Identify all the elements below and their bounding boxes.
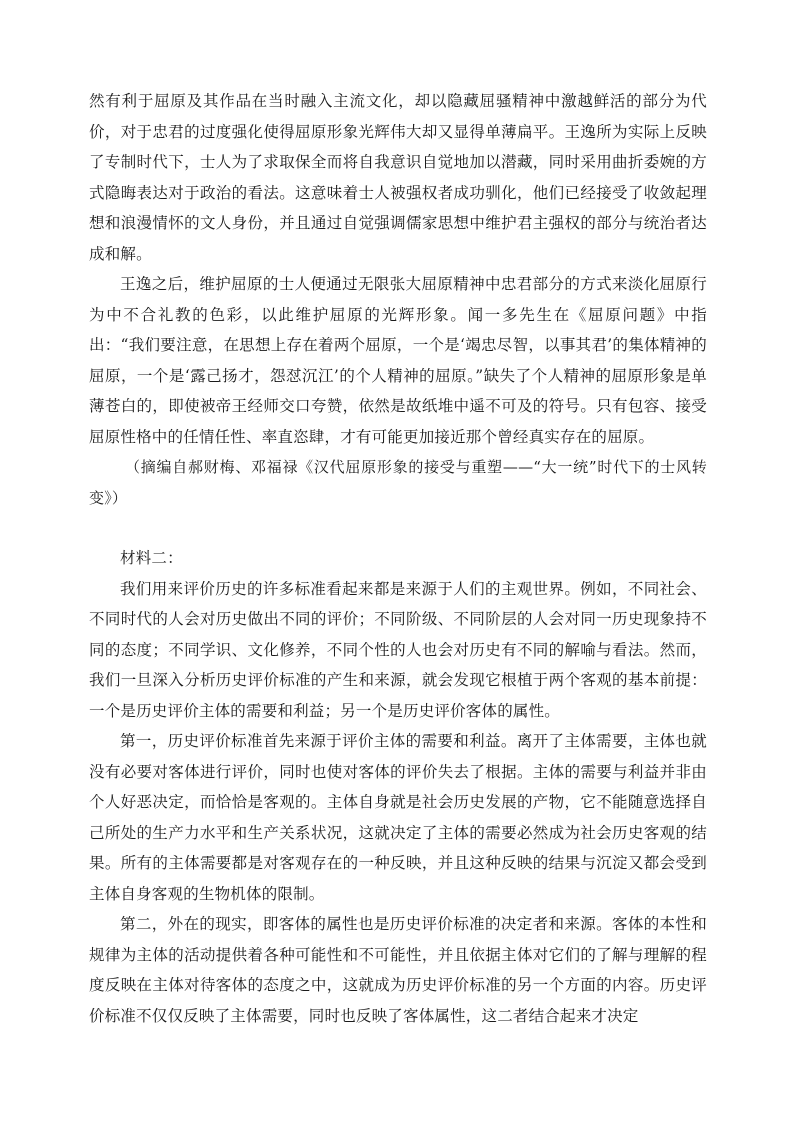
citation-material1: （摘编自郝财梅、邓福禄《汉代屈原形象的接受与重塑——“大一统”时代下的士风转变》） bbox=[89, 458, 707, 507]
section-gap bbox=[89, 513, 707, 543]
paragraph-material2-intro: 我们用来评价历史的许多标准看起来都是来源于人们的主观世界。例如，不同社会、不同时代的人会对历史做出不同的评价；不同阶级、不同阶层的人会对同一历史现象持不同的态度；不同学识、文化修养，不同个性的人也会对历史有不同的解喻与看法。然而，我们一旦深入分析历史评价标准的产生和来源，就会发现它根植于两个客观的基本前提：一个是历史评价主体的需要和利益；另一个是历史评价客体的属性。 bbox=[89, 579, 707, 720]
paragraph-material1-continued: 然有利于屈原及其作品在当时融入主流文化，却以隐藏屈骚精神中激越鲜活的部分为代价，对于忠君的过度强化使得屈原形象光辉伟大却又显得单薄扁平。王逸所为实际上反映了专制时代下，士人为了求取保全而将自我意识自觉地加以潜藏，同时采用曲折委婉的方式隐晦表达对于政治的看法。这意味着士人被强权者成功驯化，他们已经接受了收敛起理想和浪漫情怀的文人身份，并且通过自觉强调儒家思想中维护君主强权的部分与统治者达成和解。 bbox=[89, 92, 707, 263]
paragraph-material2-second: 第二，外在的现实，即客体的属性也是历史评价标准的决定者和来源。客体的本性和规律为主体的活动提供着各种可能性和不可能性，并且依据主体对它们的了解与理解的程度反映在主体对待客体的态度之中，这就成为历史评价标准的另一个方面的内容。历史评价标准不仅仅反映了主体需要，同时也反映了客体属性，这二者结合起来才决定 bbox=[89, 915, 707, 1025]
paragraph-material1-wangyi: 王逸之后，维护屈原的士人便通过无限张大屈原精神中忠君部分的方式来淡化屈原行为中不合礼教的色彩，以此维护屈原的光辉形象。闻一多先生在《屈原问题》中指出：“我们要注意，在思想上存在着两个屈原，一个是‘竭忠尽智，以事其君’的集体精神的屈原，一个是‘露己扬才，怨怼沉江’的个人精神的屈原。”缺失了个人精神的屈原形象是单薄苍白的，即使被帝王经师交口夸赞，依然是故纸堆中遥不可及的符号。只有包容、接受屈原性格中的任情任性、率直恣肆，才有可能更加接近那个曾经真实存在的屈原。 bbox=[89, 275, 707, 446]
paragraph-material2-first: 第一，历史评价标准首先来源于评价主体的需要和利益。离开了主体需要，主体也就没有必要对客体进行评价，同时也使对客体的评价失去了根据。主体的需要与利益并非由个人好恶决定，而恰恰是客观的。主体自身就是社会历史发展的产物，它不能随意选择自己所处的生产力水平和生产关系状况，这就决定了主体的需要必然成为社会历史客观的结果。所有的主体需要都是对客观存在的一种反映，并且这种反映的结果与沉淀又都会受到主体自身客观的生物机体的限制。 bbox=[89, 732, 707, 903]
document-page bbox=[89, 86, 707, 1031]
section-heading-material2: 材料二： bbox=[120, 549, 183, 567]
